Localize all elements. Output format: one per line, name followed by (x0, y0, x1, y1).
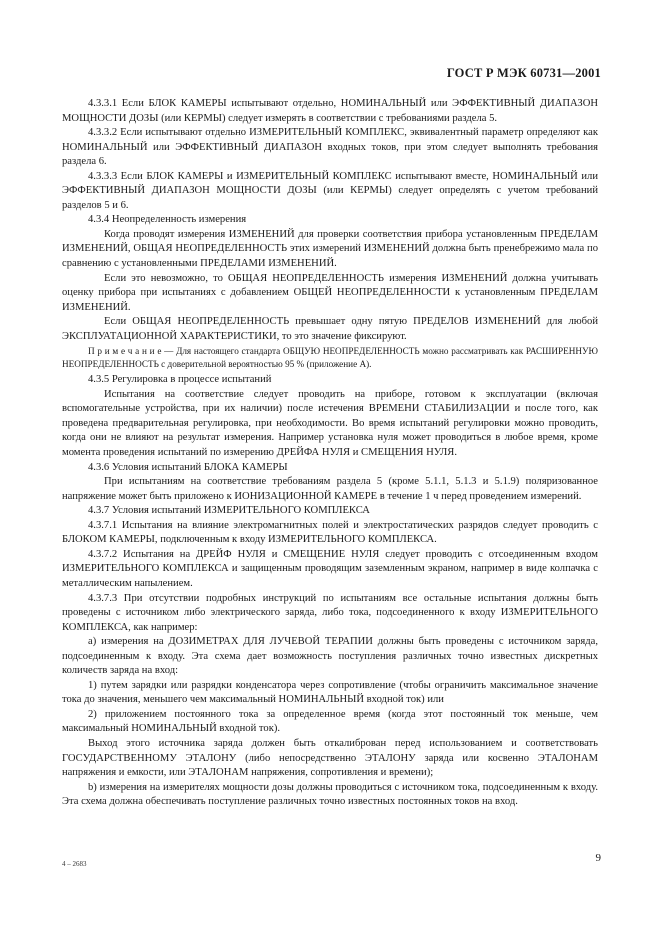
paragraph-p-4-3-7-3: 4.3.7.3 При отсутствии подробных инструкций по испытаниям все остальные испытания должны быть проведены с источником либо электрического заряда, либо тока, подсоединенного к входу ИЗМЕРИТЕЛЬНОГО КОМПЛЕКСА, как например: (62, 592, 598, 633)
paragraph-p-4-3-6: 4.3.6 Условия испытаний БЛОКА КАМЕРЫ (88, 461, 288, 473)
paragraph-p-4-3-5: 4.3.5 Регулировка в процессе испытаний (88, 374, 272, 386)
paragraph-p-a: а) измерения на ДОЗИМЕТРАХ ДЛЯ ЛУЧЕВОЙ ТЕРАПИИ должны быть проведены с источником заряда, подсоединенным к входу. Эта схема дает возможность поступления различных точно известных дискретных количеств заряда на вход: (62, 636, 598, 677)
paragraph-p-a-2: 2) приложением постоянного тока за определенное время (когда этот постоянный ток меньше, чем максимальный НОМИНАЛЬНЫЙ входной ток). (62, 708, 598, 735)
paragraph-p-4-3-4-b: Если это невозможно, то ОБЩАЯ НЕОПРЕДЕЛЕННОСТЬ измерения ИЗМЕНЕНИЙ должна учитывать оценку прибора при испытаниях с добавлением ОБЩЕЙ НЕОПРЕДЕЛЕННОСТИ к установленным ПРЕДЕЛАМ ИЗМЕНЕНИЙ. (62, 272, 598, 313)
document-header: ГОСТ Р МЭК 60731—2001 (446, 66, 601, 80)
paragraph-p-4-3-7-1: 4.3.7.1 Испытания на влияние электромагнитных полей и электростатических разрядов следует проводить с БЛОКОМ КАМЕРЫ, подключенным к входу ИЗМЕРИТЕЛЬНОГО КОМПЛЕКСА. (62, 519, 598, 546)
paragraph-p-4-3-4-c: Если ОБЩАЯ НЕОПРЕДЕЛЕННОСТЬ превышает одну пятую ПРЕДЕЛОВ ИЗМЕНЕНИЙ для любой ЭКСПЛУАТАЦИОННОЙ ХАРАКТЕРИСТИКИ, то это значение фиксируют. (62, 316, 598, 342)
paragraph-p-4-3-5-a: Испытания на соответствие следует проводить на приборе, готовом к эксплуатации (включая вспомогательные устройства, при их наличии) после истечения ВРЕМЕНИ СТАБИЛИЗАЦИИ и после того, как проведена предварительная регулировка, при необходимости. Во время испытаний регулировки можно проводить, когда они не влияют на результат измерения. Например установка нуля может проводиться в любое время, кроме момента проведения испытаний по измерению ДРЕЙФА НУЛЯ и СМЕЩЕНИЯ НУЛЯ. (62, 388, 598, 459)
paragraph-p-4-3-3-3: 4.3.3.3 Если БЛОК КАМЕРЫ и ИЗМЕРИТЕЛЬНЫЙ КОМПЛЕКС испытывают вместе, НОМИНАЛЬНЫЙ или ЭФФЕКТИВНЫЙ ДИАПАЗОН МОЩНОСТИ ДОЗЫ (или КЕРМЫ) следует определять с учетом требований разделов 5 и 6. (62, 170, 598, 211)
paragraph-p-4-3-3-1: 4.3.3.1 Если БЛОК КАМЕРЫ испытывают отдельно, НОМИНАЛЬНЫЙ или ЭФФЕКТИВНЫЙ ДИАПАЗОН МОЩНОСТИ ДОЗЫ (или КЕРМЫ) следует измерять в соответствии с требованиями раздела 5. (62, 98, 598, 124)
paragraph-p-note: П р и м е ч а н и е — Для настоящего стандарта ОБЩУЮ НЕОПРЕДЕЛЕННОСТЬ можно рассматривать как РАСШИРЕННУЮ НЕОПРЕДЕЛЕННОСТЬ с доверительной вероятностью 95 % (приложение А). (62, 346, 598, 370)
document-body (62, 97, 598, 810)
print-code: 4 – 2683 (62, 860, 87, 868)
paragraph-p-b: b) измерения на измерителях мощности дозы должны проводиться с источником тока, подсоединенным к входу. Эта схема должна обеспечивать поступление различных точно известных постоянных токов на вход. (62, 781, 598, 808)
paragraph-p-4-3-7-2: 4.3.7.2 Испытания на ДРЕЙФ НУЛЯ и СМЕЩЕНИЕ НУЛЯ следует проводить с отсоединенным входом ИЗМЕРИТЕЛЬНОГО КОМПЛЕКСА и защищенным проводящим заземленным экраном, например в виде колпачка с металлическим напылением. (62, 548, 598, 589)
paragraph-p-4-3-3-2: 4.3.3.2 Если испытывают отдельно ИЗМЕРИТЕЛЬНЫЙ КОМПЛЕКС, эквивалентный параметр определяют как НОМИНАЛЬНЫЙ или ЭФФЕКТИВНЫЙ ДИАПАЗОН входных токов, при этом следует выполнять требования раздела 6. (62, 127, 598, 168)
paragraph-p-4-3-7: 4.3.7 Условия испытаний ИЗМЕРИТЕЛЬНОГО КОМПЛЕКСА (88, 505, 370, 517)
paragraph-p-4-3-6-a: При испытаниям на соответствие требованиям раздела 5 (кроме 5.1.1, 5.1.3 и 5.1.9) поляризованное напряжение может быть приложено к ИОНИЗАЦИОННОЙ КАМЕРЕ в течение 1 ч перед проведением измерений. (62, 476, 598, 502)
paragraph-p-a-3: Выход этого источника заряда должен быть откалиброван перед использованием и соответствовать ГОСУДАРСТВЕННОМУ ЭТАЛОНУ (либо непосредственно ЭТАЛОНУ заряда или косвенно ЭТАЛОНАМ напряжения и емкости, или ЭТАЛОНАМ напряжения, сопротивления и времени); (62, 737, 598, 779)
page-number: 9 (595, 852, 601, 864)
paragraph-p-4-3-4: 4.3.4 Неопределенность измерения (88, 214, 247, 226)
paragraph-p-a-1: 1) путем зарядки или разрядки конденсатора через сопротивление (чтобы ограничить максимальное значение тока до значения, меньшего чем максимальный НОМИНАЛЬНЫЙ входной ток) или (62, 679, 598, 706)
paragraph-p-4-3-4-a: Когда проводят измерения ИЗМЕНЕНИЙ для проверки соответствия прибора установленным ПРЕДЕЛАМ ИЗМЕНЕНИЙ, ОБЩАЯ НЕОПРЕДЕЛЕННОСТЬ этих измерений ИЗМЕНЕНИЙ должна быть пренебрежимо мала по сравнению с установленными ПРЕДЕЛАМИ ИЗМЕНЕНИЙ. (62, 228, 598, 270)
